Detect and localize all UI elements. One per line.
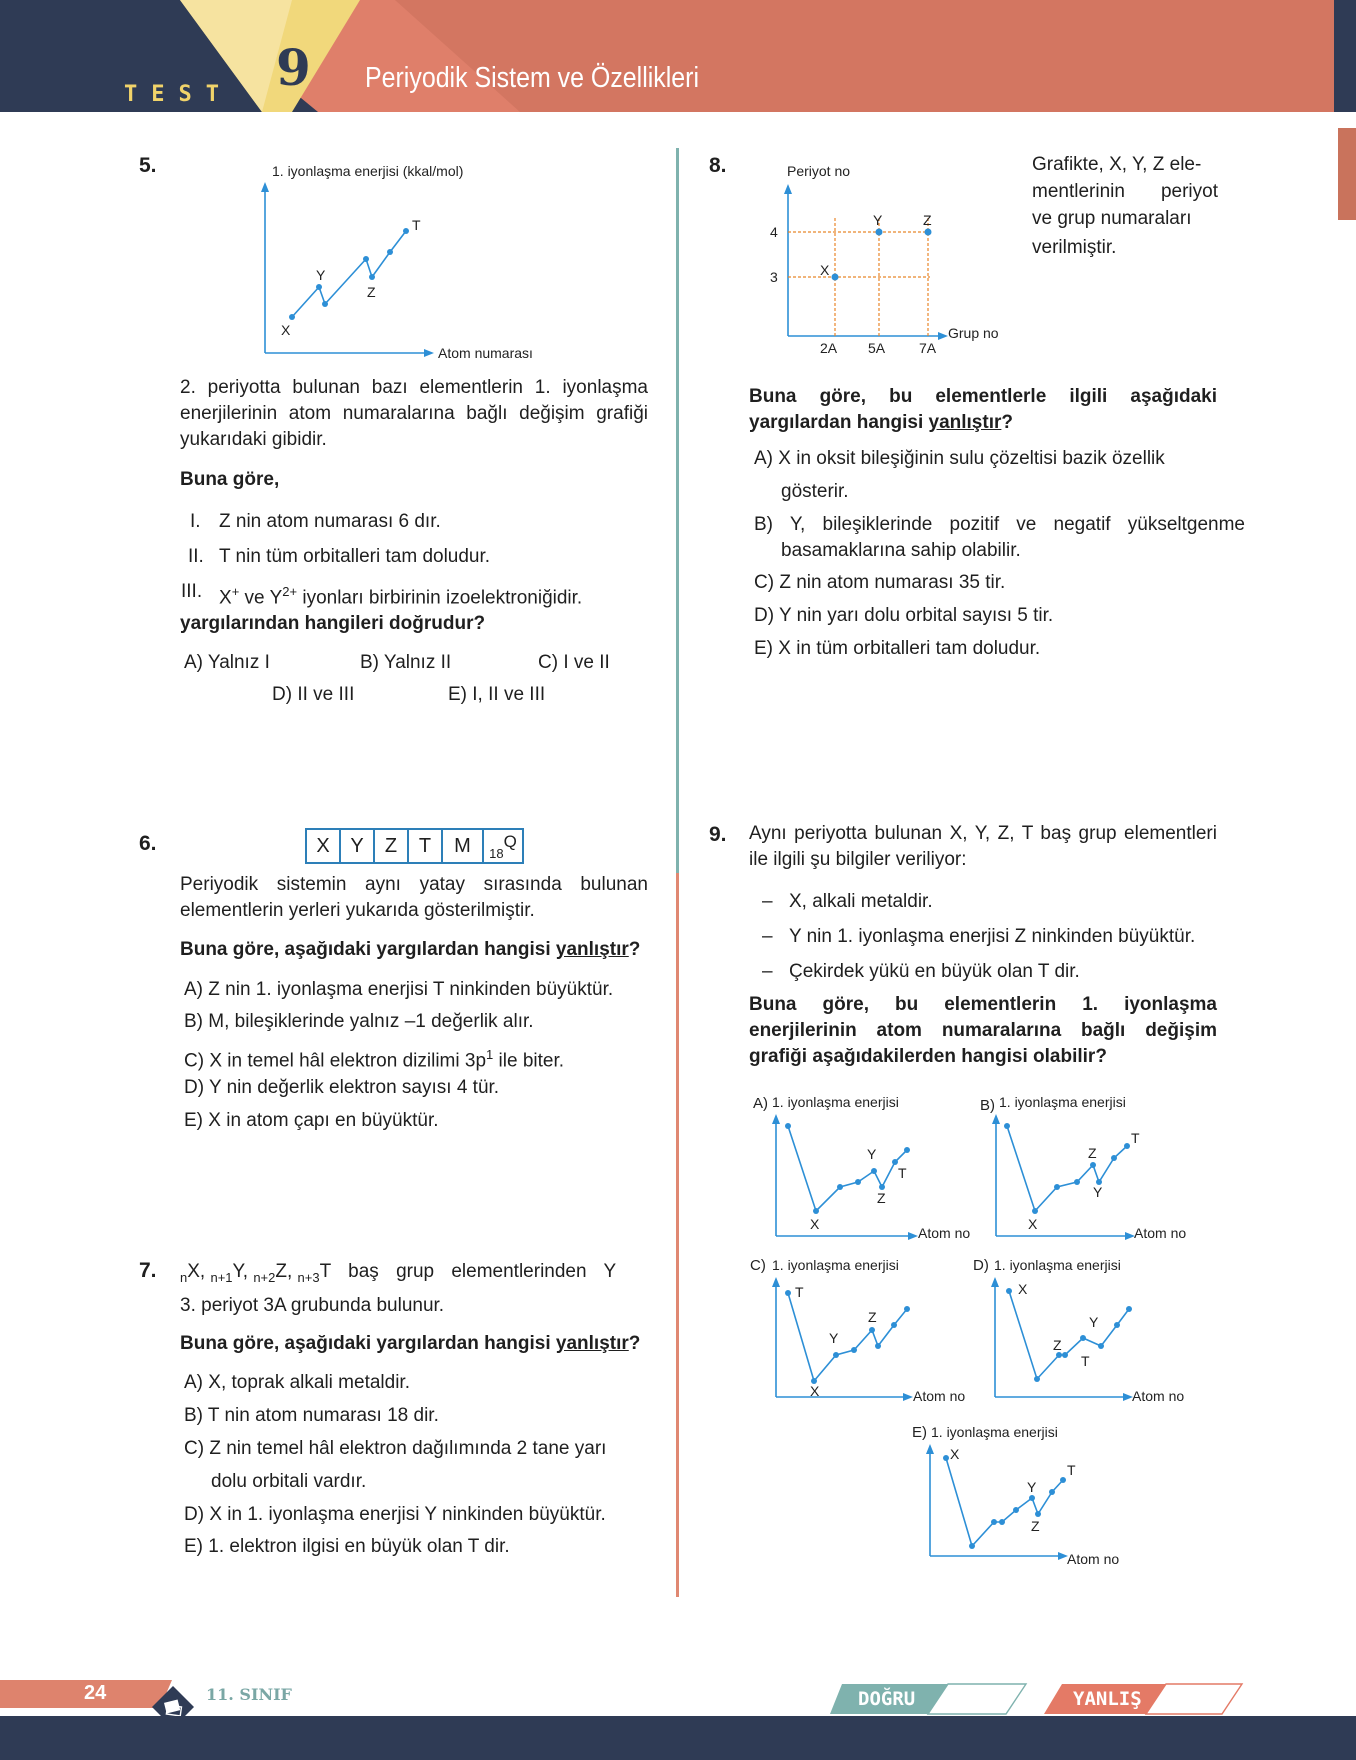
footer-class: 11. SINIF	[206, 1685, 292, 1704]
q6-box-q	[482, 828, 524, 864]
q7-sub-n3: n+3	[297, 1269, 320, 1285]
q5-option-a[interactable]: A) Yalnız I	[184, 652, 270, 673]
q9c-xlabel: Atom no	[913, 1388, 966, 1404]
q6-number: 6.	[139, 832, 157, 855]
q7-option-c-cont: dolu orbitali vardır.	[211, 1471, 367, 1492]
q5-prompt: Buna göre,	[180, 469, 280, 490]
q8-xtick-5a: 5A	[868, 340, 886, 356]
q9e-letter: E)	[912, 1424, 927, 1441]
q8-option-d[interactable]: D) Y nin yarı dolu orbital sayısı 5 tir.	[754, 605, 1054, 626]
footer-page-bar	[0, 1680, 162, 1708]
q7-option-d[interactable]: D) X in 1. iyonlaşma enerjisi Y ninkinden büyüktür.	[184, 1504, 606, 1525]
q6-option-c-end: ile biter.	[493, 1050, 565, 1072]
q9b-x: X	[1028, 1216, 1038, 1232]
q9b-letter: B)	[980, 1097, 995, 1114]
q8-xtick-2a: 2A	[820, 340, 838, 356]
q6-question-a: Buna göre, aşağıdaki yargılardan hangisi	[180, 939, 556, 960]
q6-option-c[interactable]	[184, 1043, 564, 1073]
q7-stem-line2: 3. periyot 3A grubunda bulunur.	[180, 1295, 445, 1316]
q6-box-m: M	[441, 828, 484, 864]
q5-st3-x: X	[219, 587, 232, 609]
q5-graph-ylabel: 1. iyonlaşma enerjisi (kkal/mol)	[272, 163, 464, 179]
q5-label-y: Y	[316, 267, 326, 283]
q8-side-3: ve grup numaraları	[1032, 208, 1192, 229]
q9-chart-b[interactable]	[977, 1090, 1227, 1245]
q9a-x: X	[810, 1216, 820, 1232]
q9d-ylabel: 1. iyonlaşma enerjisi	[994, 1257, 1121, 1273]
page-title: Periyodik Sistem ve Özellikleri	[365, 62, 700, 94]
test-label: TEST	[124, 82, 233, 107]
q5-st3	[219, 580, 582, 610]
q8-question-a: Buna göre, bu elementlerle ilgili aşağıdaki yargılardan hangisi	[749, 386, 1217, 433]
q9c-z: Z	[868, 1309, 877, 1325]
q9c-x: X	[810, 1383, 820, 1399]
q9c-t: T	[795, 1284, 804, 1300]
q5-label-x: X	[281, 322, 291, 338]
q6-box-z: Z	[373, 828, 409, 864]
q8-side-2: mentlerinin periyot	[1032, 181, 1218, 202]
q8-ytick-3: 3	[770, 269, 778, 285]
q9a-z: Z	[877, 1190, 886, 1206]
q6-box-y: Y	[339, 828, 375, 864]
q9b-z: Z	[1088, 1145, 1097, 1161]
footer-correct-label[interactable]: DOĞRU	[858, 1688, 916, 1710]
q5-st3-y-sup: 2+	[282, 584, 298, 599]
q5-number: 5.	[139, 154, 157, 177]
q9-bullet-dash-3: –	[762, 961, 773, 982]
q9b-t: T	[1131, 1130, 1140, 1146]
q9d-y: Y	[1089, 1314, 1099, 1330]
q8-option-a-cont: gösterir.	[781, 481, 849, 502]
q9a-y: Y	[867, 1146, 877, 1162]
q5-option-c[interactable]: C) I ve II	[538, 652, 610, 673]
q9e-xlabel: Atom no	[1067, 1551, 1120, 1567]
q6-question-u: yanlıştır	[555, 939, 629, 960]
q9-number: 9.	[709, 823, 727, 846]
q5-st3-y: ve Y	[239, 587, 283, 609]
q5-stem: 2. periyotta bulunan bazı elementlerin 1. iyonlaşma enerjilerinin atom numaralarına bağlı değişim grafiği yukarıdaki gibidir.	[180, 377, 648, 450]
q9-question: Buna göre, bu elementlerin 1. iyonlaşma enerjilerinin atom numaralarına bağlı değişim grafiği aşağıdakilerden hangisi olabilir?	[749, 994, 1217, 1067]
q9c-y: Y	[829, 1330, 839, 1346]
q5-label-t: T	[412, 217, 421, 233]
q7-question-a: Buna göre, aşağıdaki yargılardan hangisi	[180, 1333, 556, 1354]
q8-side-4: verilmiştir.	[1032, 237, 1117, 258]
q9a-xlabel: Atom no	[918, 1225, 971, 1241]
q5-question: yargılarından hangileri doğrudur?	[180, 613, 486, 634]
q6-option-c-text: C) X in temel hâl elektron dizilimi 3p	[184, 1050, 487, 1072]
q7-question-b: ?	[628, 1333, 641, 1354]
q5-st2-num: II.	[188, 546, 204, 567]
q9b-xlabel: Atom no	[1134, 1225, 1187, 1241]
q6-stem: Periyodik sistemin aynı yatay sırasında bulunan elementlerin yerleri yukarıda gösterilmiştir.	[180, 874, 648, 921]
q5-option-d[interactable]: D) II ve III	[272, 684, 355, 705]
q8-label-x: X	[820, 262, 830, 278]
q6-question	[180, 937, 640, 963]
q8-ytick-4: 4	[770, 224, 778, 240]
q5-graph-xlabel: Atom numarası	[438, 345, 533, 361]
q8-option-e[interactable]: E) X in tüm orbitalleri tam doludur.	[754, 638, 1041, 659]
q8-option-b[interactable]: B) Y, bileşiklerinde pozitif ve negatif yükseltgenme basamaklarına sahip olabilir.	[754, 514, 1245, 561]
q7-y: Y,	[232, 1261, 254, 1282]
q9-bullet-3: Çekirdek yükü en büyük olan T dir.	[789, 961, 1080, 982]
q8-number: 8.	[709, 154, 727, 177]
q7-option-e[interactable]: E) 1. elektron ilgisi en büyük olan T dir.	[184, 1536, 510, 1557]
q8-xtick-7a: 7A	[919, 340, 937, 356]
q9-chart-d[interactable]	[973, 1253, 1223, 1408]
q7-number: 7.	[139, 1259, 157, 1282]
q9c-ylabel: 1. iyonlaşma enerjisi	[772, 1257, 899, 1273]
q9c-letter: C)	[750, 1257, 766, 1274]
test-number: 9	[276, 38, 311, 97]
q7-x: X,	[187, 1261, 211, 1282]
q8-question	[749, 384, 1217, 436]
q7-z: Z,	[275, 1261, 298, 1282]
q6-option-b[interactable]: B) M, bileşiklerinde yalnız –1 değerlik alır.	[184, 1011, 534, 1032]
side-tab	[1338, 128, 1356, 220]
column-divider-top	[676, 148, 679, 873]
q9a-ylabel: 1. iyonlaşma enerjisi	[772, 1094, 899, 1110]
q5-st3-x-sup: +	[231, 584, 240, 599]
q7-sub-n1: n+1	[210, 1269, 233, 1285]
q8-option-a[interactable]: A) X in oksit bileşiğinin sulu çözeltisi bazik özellik	[754, 448, 1165, 469]
q9-bullet-dash-1: –	[762, 891, 773, 912]
q9a-letter: A)	[753, 1095, 768, 1112]
q6-box-q-main: Q	[503, 832, 517, 851]
q9d-t: T	[1081, 1353, 1090, 1369]
q8-side-1: Grafikte, X, Y, Z ele-	[1032, 154, 1202, 175]
q5-st3-rest: iyonları birbirinin izoelektroniğidir.	[297, 587, 583, 609]
q8-label-z: Z	[923, 212, 932, 228]
q9d-x: X	[1018, 1281, 1028, 1297]
q5-st1: Z nin atom numarası 6 dır.	[219, 511, 441, 532]
q9-stem: Aynı periyotta bulunan X, Y, Z, T baş grup elementleri ile ilgili şu bilgiler veriliyor:	[749, 823, 1217, 870]
q7-option-b[interactable]: B) T nin atom numarası 18 dir.	[184, 1405, 439, 1426]
q9-bullet-1: X, alkali metaldir.	[789, 891, 933, 912]
q9a-t: T	[898, 1165, 907, 1181]
q7-option-c[interactable]: C) Z nin temel hâl elektron dağılımında 2 tane yarı	[184, 1438, 607, 1459]
q7-sub-n: n	[180, 1269, 188, 1285]
q9e-z: Z	[1031, 1518, 1040, 1534]
q8-label-y: Y	[873, 212, 883, 228]
q5-graph	[250, 158, 580, 363]
q5-label-z: Z	[367, 284, 376, 300]
q6-box-q-sub: 18	[489, 846, 504, 861]
footer-wrong-label[interactable]: YANLIŞ	[1073, 1688, 1142, 1710]
q5-st2: T nin tüm orbitalleri tam doludur.	[219, 546, 491, 567]
q9-bullet-2: Y nin 1. iyonlaşma enerjisi Z ninkinden büyüktür.	[789, 926, 1196, 947]
q6-option-e[interactable]: E) X in atom çapı en büyüktür.	[184, 1110, 439, 1131]
q6-option-d[interactable]: D) Y nin değerlik elektron sayısı 4 tür.	[184, 1077, 500, 1098]
q9d-z: Z	[1053, 1337, 1062, 1353]
q6-question-b: ?	[628, 939, 641, 960]
q5-option-e[interactable]: E) I, II ve III	[448, 684, 546, 705]
page-number: 24	[84, 1682, 107, 1704]
q9-bullet-dash-2: –	[762, 926, 773, 947]
q8-question-u: yanlıştır	[928, 412, 1002, 433]
q6-option-c-sup: 1	[486, 1047, 494, 1062]
q7-sub-n2: n+2	[253, 1269, 276, 1285]
q7-question-u: yanlıştır	[555, 1333, 629, 1354]
footer-navy	[0, 1716, 1356, 1760]
q7-option-a[interactable]: A) X, toprak alkali metaldir.	[184, 1372, 410, 1393]
q7-stem	[180, 1260, 648, 1290]
q7-t: T baş grup elementlerinden Y	[319, 1261, 617, 1282]
q6-box-t: T	[407, 828, 443, 864]
q5-st3-num: III.	[181, 581, 203, 602]
q9d-xlabel: Atom no	[1132, 1388, 1185, 1404]
q9e-y: Y	[1027, 1479, 1037, 1495]
q8-graph-xlabel: Grup no	[948, 325, 999, 341]
q9e-ylabel: 1. iyonlaşma enerjisi	[931, 1424, 1058, 1440]
q9b-ylabel: 1. iyonlaşma enerjisi	[999, 1094, 1126, 1110]
q6-option-a[interactable]: A) Z nin 1. iyonlaşma enerjisi T ninkinden büyüktür.	[184, 979, 614, 1000]
q9d-letter: D)	[973, 1257, 989, 1274]
q9-chart-c[interactable]	[750, 1253, 1000, 1408]
q9e-t: T	[1067, 1462, 1076, 1478]
q7-question	[180, 1331, 640, 1357]
q9b-y: Y	[1093, 1184, 1103, 1200]
q5-option-b[interactable]: B) Yalnız II	[360, 652, 452, 673]
q8-graph	[760, 158, 1020, 358]
q8-graph-ylabel: Periyot no	[787, 163, 851, 179]
column-divider-bottom	[676, 873, 679, 1597]
q5-st1-num: I.	[190, 511, 201, 532]
q9-chart-a[interactable]	[750, 1090, 1000, 1245]
q9e-x: X	[950, 1446, 960, 1462]
q9-chart-e[interactable]	[910, 1420, 1160, 1575]
q8-question-b: ?	[1001, 412, 1013, 433]
q8-option-c[interactable]: C) Z nin atom numarası 35 tir.	[754, 572, 1006, 593]
header-right-bar	[1334, 0, 1356, 112]
q6-box-x: X	[305, 828, 341, 864]
